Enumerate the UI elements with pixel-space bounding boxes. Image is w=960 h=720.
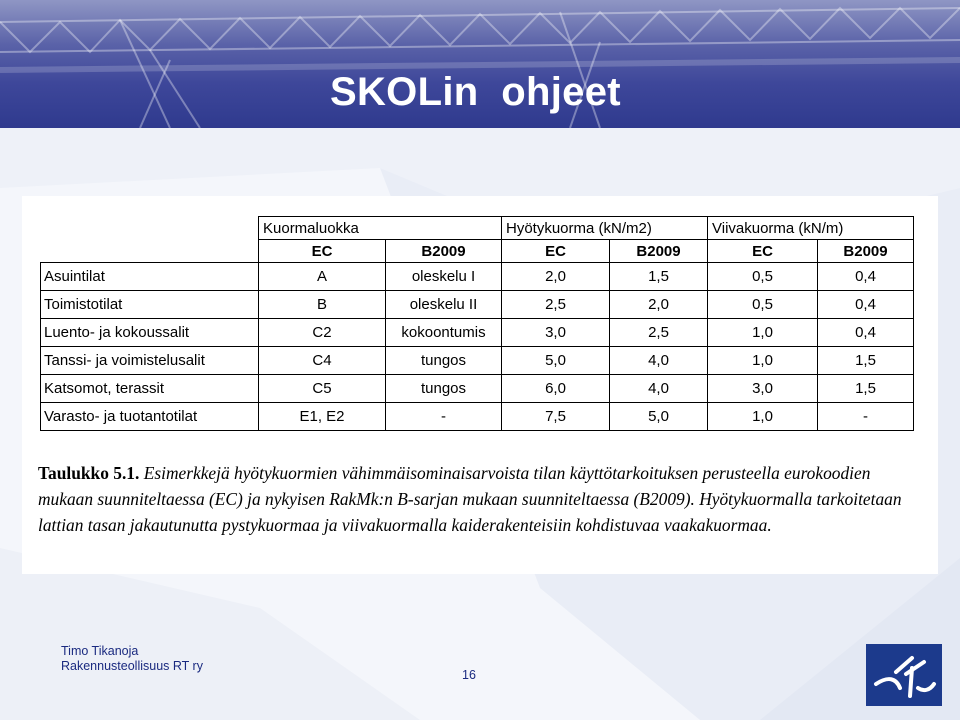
caption-label: Taulukko 5.1.	[38, 463, 140, 483]
table-cell: 1,5	[818, 375, 914, 403]
table-subheader-row	[41, 240, 914, 263]
table-cell: Tanssi- ja voimistelusalit	[41, 347, 259, 375]
column-group-header: Viivakuorma (kN/m)	[708, 217, 914, 240]
organization-name: Rakennusteollisuus RT ry	[61, 659, 203, 673]
table-corner	[41, 217, 259, 240]
table-cell: 1,0	[708, 347, 818, 375]
table-header-row	[41, 217, 914, 240]
column-header: B2009	[386, 240, 502, 263]
table-cell: 2,0	[502, 263, 610, 291]
table-cell: 0,5	[708, 263, 818, 291]
caption-text: Esimerkkejä hyötykuormien vähimmäisominaisarvoista tilan käyttötarkoituksen perusteella eurokoodien mukaan suunniteltaessa (EC) ja nykyisen RakMk:n B-sarjan mukaan suunniteltaessa (B2009). Hyötykuormalla tarkoitetaan lattian tasan jakautunutta pystykuormaa ja viivakuormalla kaiderakenteisiin kohdistuvaa vaakakuormaa.	[38, 463, 902, 535]
table-cell: 3,0	[502, 319, 610, 347]
column-header: B2009	[818, 240, 914, 263]
table-cell: -	[818, 403, 914, 431]
table-cell: 6,0	[502, 375, 610, 403]
table-cell: oleskelu II	[386, 291, 502, 319]
page-number: 16	[462, 668, 476, 682]
table-cell: 2,0	[610, 291, 708, 319]
table-cell: 4,0	[610, 347, 708, 375]
table-cell: 1,5	[610, 263, 708, 291]
table-cell: oleskelu I	[386, 263, 502, 291]
table-row	[41, 319, 914, 347]
table-cell: 0,4	[818, 291, 914, 319]
table-cell: E1, E2	[259, 403, 386, 431]
table-cell: 0,4	[818, 263, 914, 291]
table-cell: Varasto- ja tuotantotilat	[41, 403, 259, 431]
table-cell: Asuintilat	[41, 263, 259, 291]
table-row	[41, 403, 914, 431]
table-cell: 7,5	[502, 403, 610, 431]
column-group-header: Kuormaluokka	[259, 217, 502, 240]
table-cell: tungos	[386, 347, 502, 375]
table-cell: 2,5	[502, 291, 610, 319]
table-caption	[38, 460, 918, 538]
table-cell: Toimistotilat	[41, 291, 259, 319]
table-cell: 5,0	[610, 403, 708, 431]
table-row	[41, 347, 914, 375]
column-header: EC	[259, 240, 386, 263]
table-corner	[41, 240, 259, 263]
table-cell: 3,0	[708, 375, 818, 403]
table-cell: 4,0	[610, 375, 708, 403]
table-cell: 1,0	[708, 403, 818, 431]
table-cell: Luento- ja kokoussalit	[41, 319, 259, 347]
author-name: Timo Tikanoja	[61, 644, 139, 658]
table-row	[41, 263, 914, 291]
table-cell: B	[259, 291, 386, 319]
table-cell: 0,5	[708, 291, 818, 319]
table-cell: C2	[259, 319, 386, 347]
table-cell: Katsomot, terassit	[41, 375, 259, 403]
table-cell: A	[259, 263, 386, 291]
table-cell: C4	[259, 347, 386, 375]
column-header: EC	[708, 240, 818, 263]
table-cell: C5	[259, 375, 386, 403]
header-banner	[0, 0, 960, 128]
table-row	[41, 291, 914, 319]
table-cell: -	[386, 403, 502, 431]
page-title: SKOLin ohjeet	[330, 70, 621, 114]
table-cell: 0,4	[818, 319, 914, 347]
column-header: EC	[502, 240, 610, 263]
rt-logo-icon	[866, 644, 942, 706]
table-cell: 2,5	[610, 319, 708, 347]
load-table	[40, 216, 914, 431]
table-row	[41, 375, 914, 403]
table-cell: kokoontumis	[386, 319, 502, 347]
footer-author-block	[61, 644, 203, 674]
table-cell: 1,0	[708, 319, 818, 347]
column-group-header: Hyötykuorma (kN/m2)	[502, 217, 708, 240]
table-cell: tungos	[386, 375, 502, 403]
table-cell: 1,5	[818, 347, 914, 375]
column-header: B2009	[610, 240, 708, 263]
table-cell: 5,0	[502, 347, 610, 375]
